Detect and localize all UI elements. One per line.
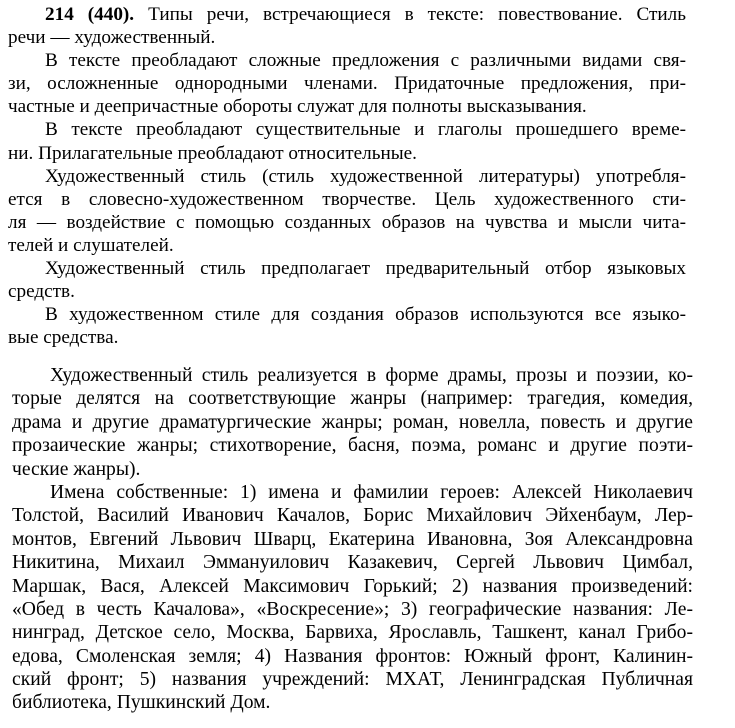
- text-line: [8, 3, 686, 26]
- text-line: ский фронт; 5) названия учреждений: МХАТ, Ленинградская Публичная: [12, 669, 693, 691]
- text-line: едова, Смоленская земля; 4) Названия фронтов: Южный фронт, Калинин-: [12, 645, 693, 667]
- text-line: Маршак, Вася, Алексей Максимович Горький; 2) названия произведений:: [12, 575, 693, 597]
- text-line: средств.: [8, 281, 75, 303]
- text-line: ни. Прилагательные преобладают относительные.: [8, 142, 417, 164]
- exercise-number: 214 (440).: [45, 4, 135, 25]
- paragraph: [8, 118, 686, 164]
- text-line: ля — воздействие с помощью созданных образов на чувства и мысли чита-: [8, 211, 686, 233]
- text-line: Художественный стиль реализуется в форме драмы, прозы и поэзии, ко-: [50, 365, 693, 386]
- text-line: В художественном стиле для создания образов используются все языко-: [45, 304, 686, 326]
- text-line: «Обед в честь Качалова», «Воскресение»; 3) географические названия: Ле-: [12, 598, 693, 620]
- text-line: зи, осложненные однородными членами. Придаточные предложения, при-: [8, 73, 686, 95]
- paragraph: [12, 364, 693, 481]
- text-line: Имена собственные: 1) имена и фамилии героев: Алексей Николаевич: [50, 481, 693, 503]
- text-line: телей и слушателей.: [8, 234, 174, 256]
- paragraph: [8, 303, 686, 349]
- text-line: драма и другие драматургические жанры; роман, новелла, повесть и другие: [12, 411, 693, 433]
- text-line: частные и деепричастные обороты служат для полноты высказывания.: [8, 96, 587, 118]
- text-line: ческие жанры).: [12, 458, 141, 480]
- paragraph: [8, 165, 686, 257]
- paragraph: [8, 257, 686, 303]
- text-line: торые делятся на соответствующие жанры (например: трагедия, комедия,: [12, 388, 693, 410]
- text-line: прозаические жанры; стихотворение, басня, поэма, романс и другие поэти-: [12, 435, 693, 457]
- text-line: В тексте преобладают сложные предложения с различными видами свя-: [45, 50, 686, 72]
- paragraph: [8, 3, 686, 49]
- text-fragment: Типы речи, встречающиеся в тексте: повествование. Стиль: [148, 4, 687, 25]
- text-line: Толстой, Василий Иванович Качалов, Борис Михайлович Эйхенбаум, Лер-: [12, 505, 693, 527]
- text-line: библиотека, Пушкинский Дом.: [12, 692, 271, 714]
- text-line: речи — художественный.: [8, 27, 216, 49]
- text-line: монтов, Евгений Львович Шварц, Екатерина Ивановна, Зоя Александровна: [12, 528, 693, 550]
- answer-section-genres-names: [12, 364, 693, 715]
- text-line: ется в словесно-художественном творчестве. Цель художественного сти-: [8, 188, 686, 210]
- text-line: вые средства.: [8, 327, 119, 349]
- paragraph: [8, 49, 686, 118]
- text-line: нинград, Детское село, Москва, Барвиха, Ярославль, Ташкент, канал Грибо-: [12, 622, 693, 644]
- text-line: В тексте преобладают существительные и глаголы прошедшего време-: [45, 119, 686, 141]
- paragraph: [12, 481, 693, 715]
- answer-section-analysis: [8, 3, 686, 349]
- text-line: Художественный стиль (стиль художественной литературы) употребля-: [45, 165, 686, 187]
- text-line: Никитина, Михаил Эммануилович Казакевич, Сергей Львович Цимбал,: [12, 552, 693, 574]
- text-line: Художественный стиль предполагает предварительный отбор языковых: [45, 258, 686, 280]
